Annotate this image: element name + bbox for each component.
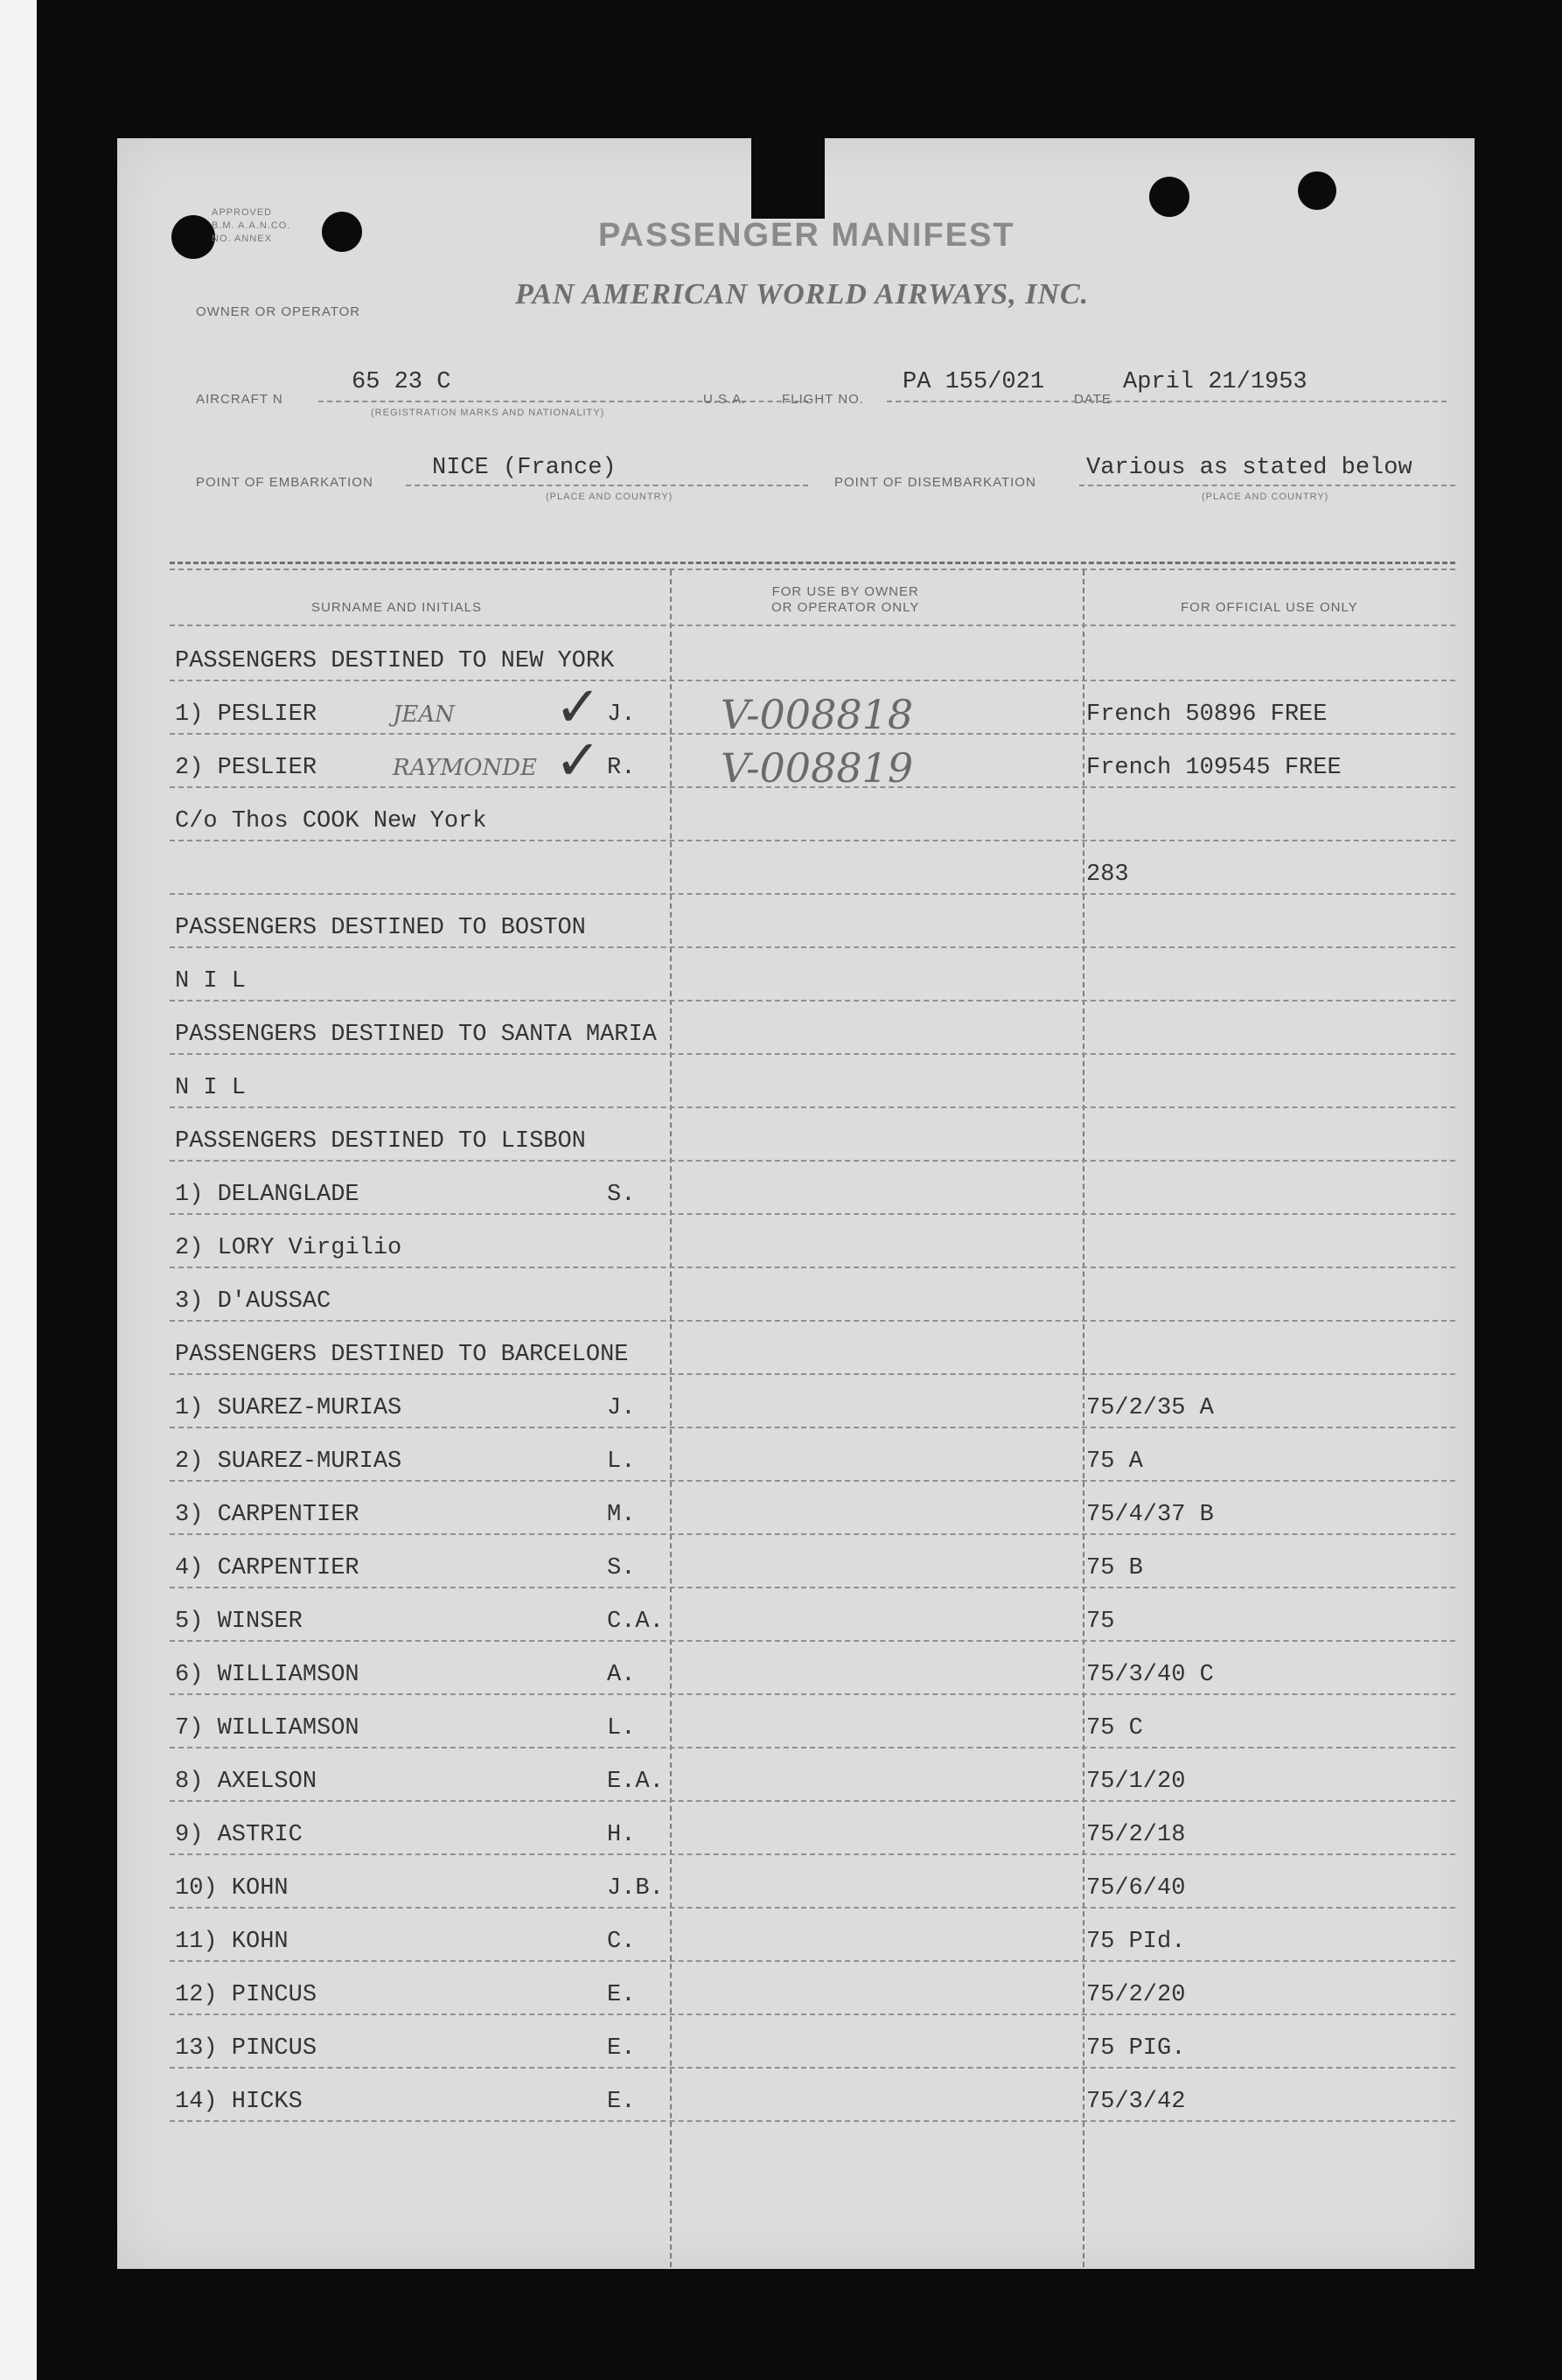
row-init: C.A.	[607, 1609, 664, 1635]
row-rule	[170, 840, 1455, 841]
row-init: C.	[607, 1929, 636, 1955]
row-owner: V-008818	[721, 691, 914, 738]
row-init: S.	[607, 1555, 636, 1581]
manifest-page	[117, 138, 1475, 2269]
row-name: 9) ASTRIC	[175, 1822, 303, 1848]
row-official: French 109545 FREE	[1086, 755, 1342, 781]
row-rule	[170, 1000, 1455, 1002]
column-header-owner-line: FOR USE BY OWNER	[771, 584, 919, 599]
row-init: L.	[607, 1715, 636, 1741]
row-name: 10) KOHN	[175, 1875, 289, 1902]
row-name: 2) LORY Virgilio	[175, 1235, 402, 1261]
embark-sub: (PLACE AND COUNTRY)	[546, 492, 673, 502]
row-name: PASSENGERS DESTINED TO BOSTON	[175, 915, 586, 941]
row-init: J.	[607, 701, 636, 728]
row-name: 6) WILLIAMSON	[175, 1662, 359, 1688]
disembark-label: POINT OF DISEMBARKATION	[834, 475, 1036, 490]
row-official: French 50896 FREE	[1086, 701, 1328, 728]
disembark-value: Various as stated below	[1086, 455, 1412, 481]
column-divider-2	[1083, 570, 1084, 2267]
row-name: N I L	[175, 1075, 247, 1101]
row-name: 14) HICKS	[175, 2089, 303, 2115]
approval-stamp	[212, 206, 290, 246]
row-name: PASSENGERS DESTINED TO SANTA MARIA	[175, 1022, 657, 1048]
column-header-official: FOR OFFICIAL USE ONLY	[1181, 600, 1358, 615]
disembark-sub: (PLACE AND COUNTRY)	[1202, 492, 1329, 502]
row-name: 12) PINCUS	[175, 1982, 317, 2008]
row-rule	[170, 1640, 1455, 1642]
row-name: PASSENGERS DESTINED TO LISBON	[175, 1128, 586, 1155]
stamp-line: NO. ANNEX	[212, 234, 272, 244]
row-rule	[170, 680, 1455, 681]
row-rule	[170, 1800, 1455, 1802]
airline-name: PAN AMERICAN WORLD AIRWAYS, INC.	[515, 278, 1090, 311]
row-name: 13) PINCUS	[175, 2035, 317, 2062]
date-label: DATE	[1074, 392, 1112, 407]
row-init: H.	[607, 1822, 636, 1848]
row-rule	[170, 1907, 1455, 1909]
punch-hole-right-2	[1298, 171, 1336, 210]
row-rule	[170, 1587, 1455, 1588]
row-init: J.	[607, 1395, 636, 1421]
stamp-line: APPROVED	[212, 207, 273, 218]
row-name: 3) CARPENTIER	[175, 1502, 359, 1528]
row-rule	[170, 893, 1455, 895]
country-label: U.S.A.	[703, 392, 747, 407]
row-official: 75 B	[1086, 1555, 1143, 1581]
row-official: 75/2/20	[1086, 1982, 1186, 2008]
row-init: J.B.	[607, 1875, 664, 1902]
row-official: 75/3/42	[1086, 2089, 1186, 2115]
row-name: 11) KOHN	[175, 1929, 289, 1955]
row-official: 75/3/40 C	[1086, 1662, 1214, 1688]
row-rule	[170, 1106, 1455, 1108]
row-rule	[170, 1160, 1455, 1162]
row-rule	[170, 1747, 1455, 1748]
owner-label: OWNER OR OPERATOR	[196, 304, 361, 319]
date-underline	[887, 401, 1447, 402]
row-rule	[170, 1960, 1455, 1962]
row-init: S.	[607, 1182, 636, 1208]
row-init: L.	[607, 1448, 636, 1475]
row-official: 75/2/18	[1086, 1822, 1186, 1848]
row-official: 75	[1086, 1609, 1115, 1635]
header-bottom-rule	[170, 625, 1455, 626]
row-rule	[170, 2014, 1455, 2015]
row-owner: V-008819	[721, 744, 914, 792]
column-header-owner-line: OR OPERATOR ONLY	[771, 600, 920, 615]
row-init: E.	[607, 1982, 636, 2008]
aircraft-value: 65 23 C	[352, 369, 451, 395]
table-top-rule	[170, 562, 1455, 564]
punch-hole-left	[171, 215, 215, 259]
film-margin	[0, 0, 44, 2380]
punch-hole-left-2	[322, 212, 362, 252]
flight-value: PA 155/021	[903, 369, 1045, 395]
row-rule	[170, 1320, 1455, 1322]
binder-clip	[751, 138, 825, 219]
row-rule	[170, 1267, 1455, 1268]
row-rule	[170, 1427, 1455, 1428]
row-init: E.A.	[607, 1769, 664, 1795]
flight-label: FLIGHT NO.	[782, 392, 864, 407]
aircraft-label: AIRCRAFT N	[196, 392, 283, 407]
row-name: 8) AXELSON	[175, 1769, 317, 1795]
row-official: 75/2/35 A	[1086, 1395, 1214, 1421]
row-official: 75/4/37 B	[1086, 1502, 1214, 1528]
row-name: 1) DELANGLADE	[175, 1182, 359, 1208]
check-mark-icon: ✓	[554, 675, 602, 740]
page-title: PASSENGER MANIFEST	[598, 217, 1015, 254]
row-hand: RAYMONDE	[393, 755, 537, 781]
row-official: 75 PIG.	[1086, 2035, 1186, 2062]
table-top-rule-2	[170, 569, 1455, 570]
row-init: E.	[607, 2035, 636, 2062]
row-rule	[170, 1533, 1455, 1535]
aircraft-sub: (REGISTRATION MARKS AND NATIONALITY)	[371, 408, 605, 418]
stamp-line: B.M. A.A.N.CO.	[212, 220, 291, 231]
row-init: M.	[607, 1502, 636, 1528]
embark-label: POINT OF EMBARKATION	[196, 475, 373, 490]
row-official: 75 A	[1086, 1448, 1143, 1475]
row-rule	[170, 946, 1455, 948]
row-rule	[170, 1213, 1455, 1215]
row-rule	[170, 1373, 1455, 1375]
row-rule	[170, 1693, 1455, 1695]
check-mark-icon: ✓	[554, 729, 602, 793]
embark-value: NICE (France)	[432, 455, 617, 481]
row-official: 75/6/40	[1086, 1875, 1186, 1902]
punch-hole-right	[1149, 177, 1189, 217]
embark-underline	[406, 485, 808, 486]
column-header-surname: SURNAME AND INITIALS	[311, 600, 483, 615]
column-divider-1	[670, 570, 672, 2267]
row-rule	[170, 1480, 1455, 1482]
row-official: 75 PId.	[1086, 1929, 1186, 1955]
row-init: A.	[607, 1662, 636, 1688]
disembark-underline	[1079, 485, 1455, 486]
row-name: 1) SUAREZ-MURIAS	[175, 1395, 402, 1421]
row-name: N I L	[175, 968, 247, 995]
column-header-owner	[771, 584, 919, 616]
row-init: E.	[607, 2089, 636, 2115]
row-rule	[170, 2120, 1455, 2122]
row-rule	[170, 1053, 1455, 1055]
row-init: R.	[607, 755, 636, 781]
row-name: 4) CARPENTIER	[175, 1555, 359, 1581]
row-official: 75 C	[1086, 1715, 1143, 1741]
row-name: 2) PESLIER	[175, 755, 317, 781]
row-official: 283	[1086, 862, 1129, 888]
row-name: C/o Thos COOK New York	[175, 808, 487, 834]
row-name: PASSENGERS DESTINED TO BARCELONE	[175, 1342, 629, 1368]
row-rule	[170, 1853, 1455, 1855]
row-rule	[170, 2067, 1455, 2069]
row-name: 7) WILLIAMSON	[175, 1715, 359, 1741]
row-name: 1) PESLIER	[175, 701, 317, 728]
row-name: 2) SUAREZ-MURIAS	[175, 1448, 402, 1475]
row-name: 5) WINSER	[175, 1609, 303, 1635]
row-name: 3) D'AUSSAC	[175, 1288, 331, 1315]
row-name: PASSENGERS DESTINED TO NEW YORK	[175, 648, 615, 674]
date-value: April 21/1953	[1123, 369, 1307, 395]
row-hand: JEAN	[393, 701, 455, 728]
row-official: 75/1/20	[1086, 1769, 1186, 1795]
